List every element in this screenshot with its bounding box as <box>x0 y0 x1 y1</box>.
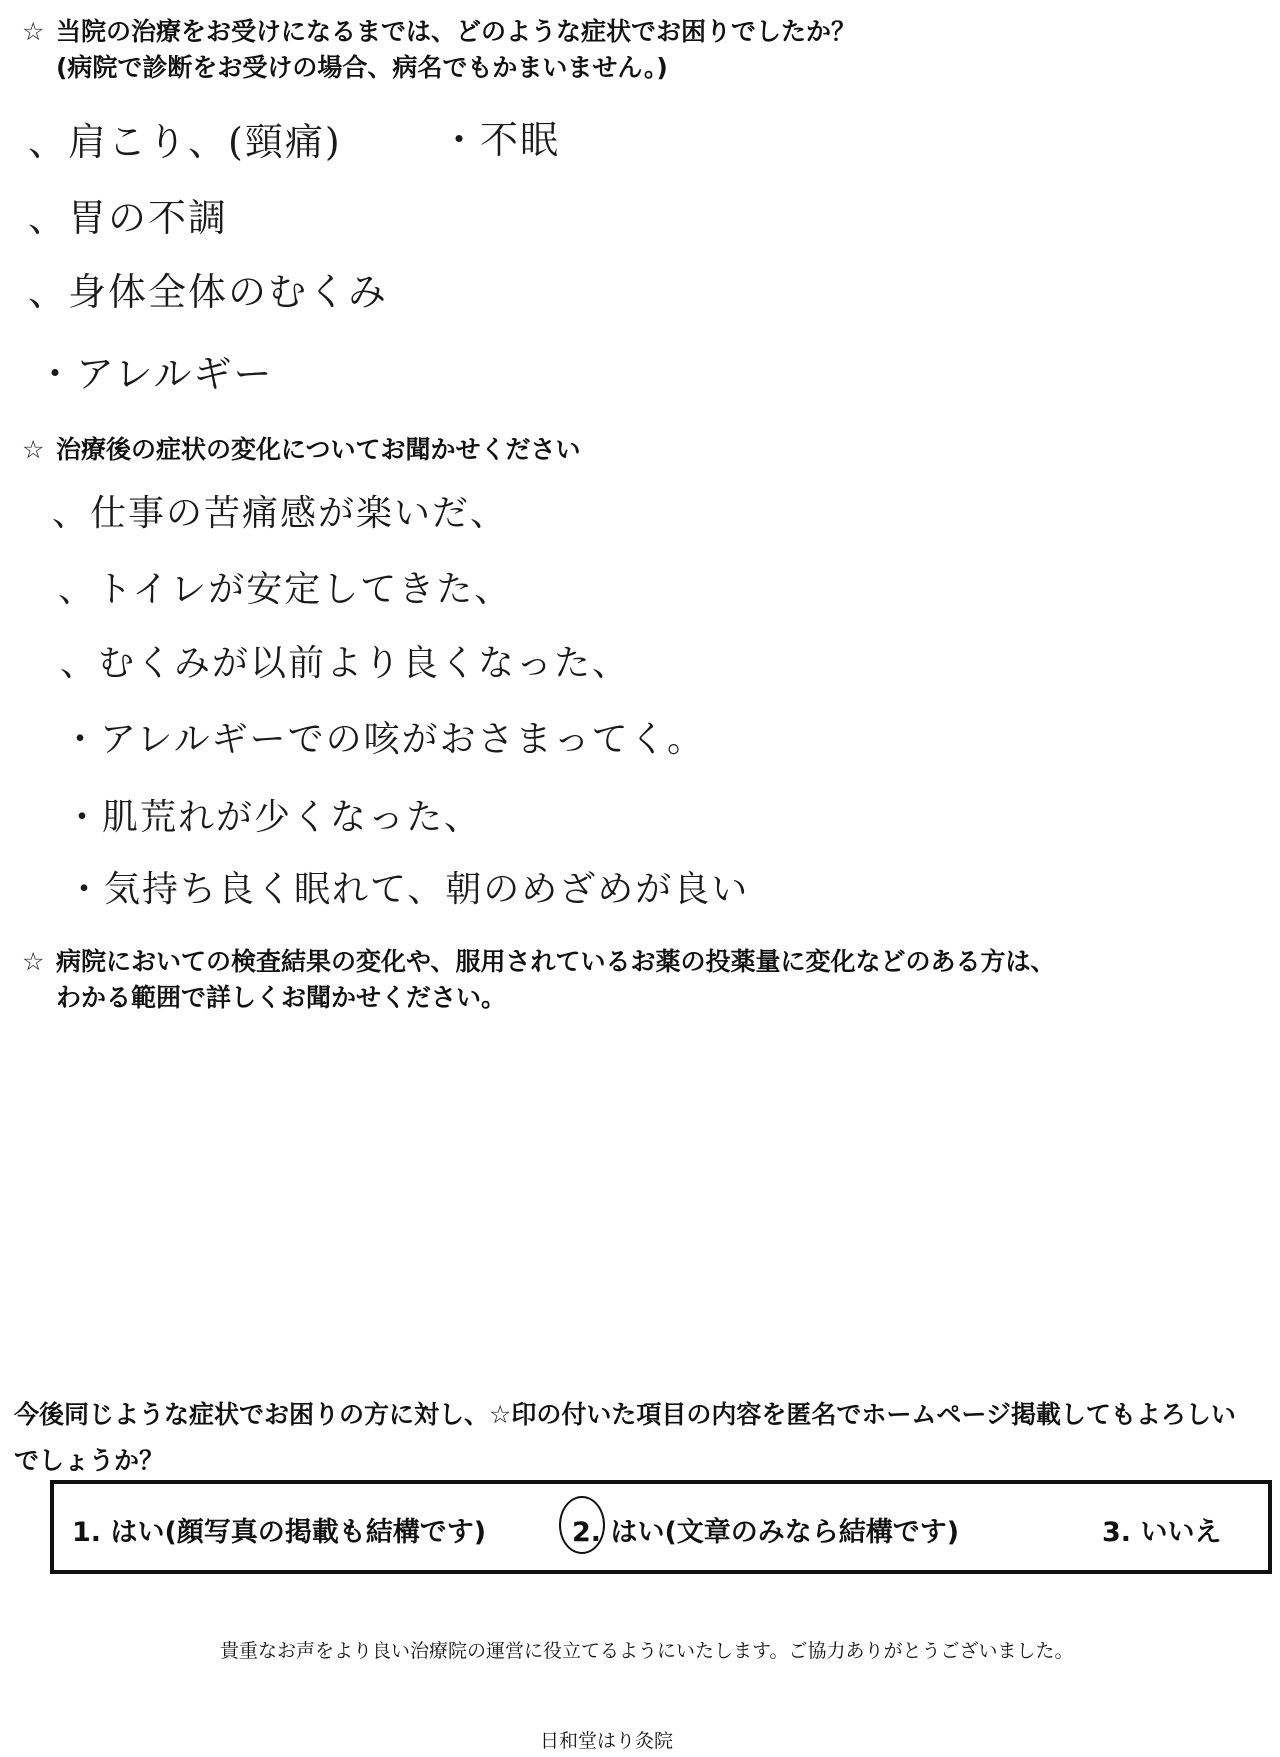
question-1-subtext: (病院で診断をお受けの場合、病名でもかまいません。) <box>56 53 668 82</box>
thanks-message: 貴重なお声をより良い治療院の運営に役立てるようにいたします。ご協力ありがとうございました。 <box>220 1640 1074 1662</box>
question-3 <box>22 944 1056 1016</box>
answer-after-2: 、トイレが安定してきた、 <box>58 569 513 610</box>
question-2 <box>22 432 581 468</box>
consent-options-box <box>50 1480 1272 1574</box>
star-icon: ☆ <box>22 435 45 464</box>
question-3-text: 病院においての検査結果の変化や、服用されているお薬の投薬量に変化などのある方は、 <box>56 947 1056 976</box>
question-1 <box>22 14 856 86</box>
answer-after-5: ・肌荒れが少くなった、 <box>64 797 483 838</box>
answer-before-4: 、身体全体のむくみ <box>28 270 389 314</box>
answer-after-4: ・アレルギーでの咳がおさまってく。 <box>62 719 705 760</box>
answer-after-6: ・気持ち良く眠れて、朝のめざめが良い <box>66 869 750 910</box>
answer-after-1: 、仕事の苦痛感が楽いだ、 <box>52 493 509 534</box>
answer-after-3: 、むくみが以前より良くなった、 <box>60 643 631 684</box>
consent-question: 今後同じような症状でお困りの方に対し、☆印の付いた項目の内容を匿名でホームページ掲載してもよろしいでしょうか？ <box>14 1400 1236 1475</box>
option-3[interactable]: 3. いいえ <box>1102 1517 1222 1548</box>
answer-before-5: ・アレルギー <box>36 352 274 396</box>
question-2-text: 治療後の症状の変化についてお聞かせください <box>56 435 581 464</box>
option-1[interactable]: 1. はい(顔写真の掲載も結構です) <box>72 1517 487 1548</box>
star-icon: ☆ <box>22 947 45 976</box>
answer-before-2: ・不眠 <box>440 118 561 162</box>
answer-before-3: 、胃の不調 <box>28 196 229 240</box>
answer-before-1: 、肩こり、(頸痛) <box>28 120 342 164</box>
clinic-name: 日和堂はり灸院 <box>540 1730 674 1752</box>
question-1-text: 当院の治療をお受けになるまでは、どのような症状でお困りでしたか？ <box>56 17 857 46</box>
option-2[interactable]: 2. はい(文章のみなら結構です) <box>572 1517 960 1548</box>
star-icon: ☆ <box>22 17 45 46</box>
question-3-subtext: わかる範囲で詳しくお聞かせください。 <box>56 983 507 1012</box>
